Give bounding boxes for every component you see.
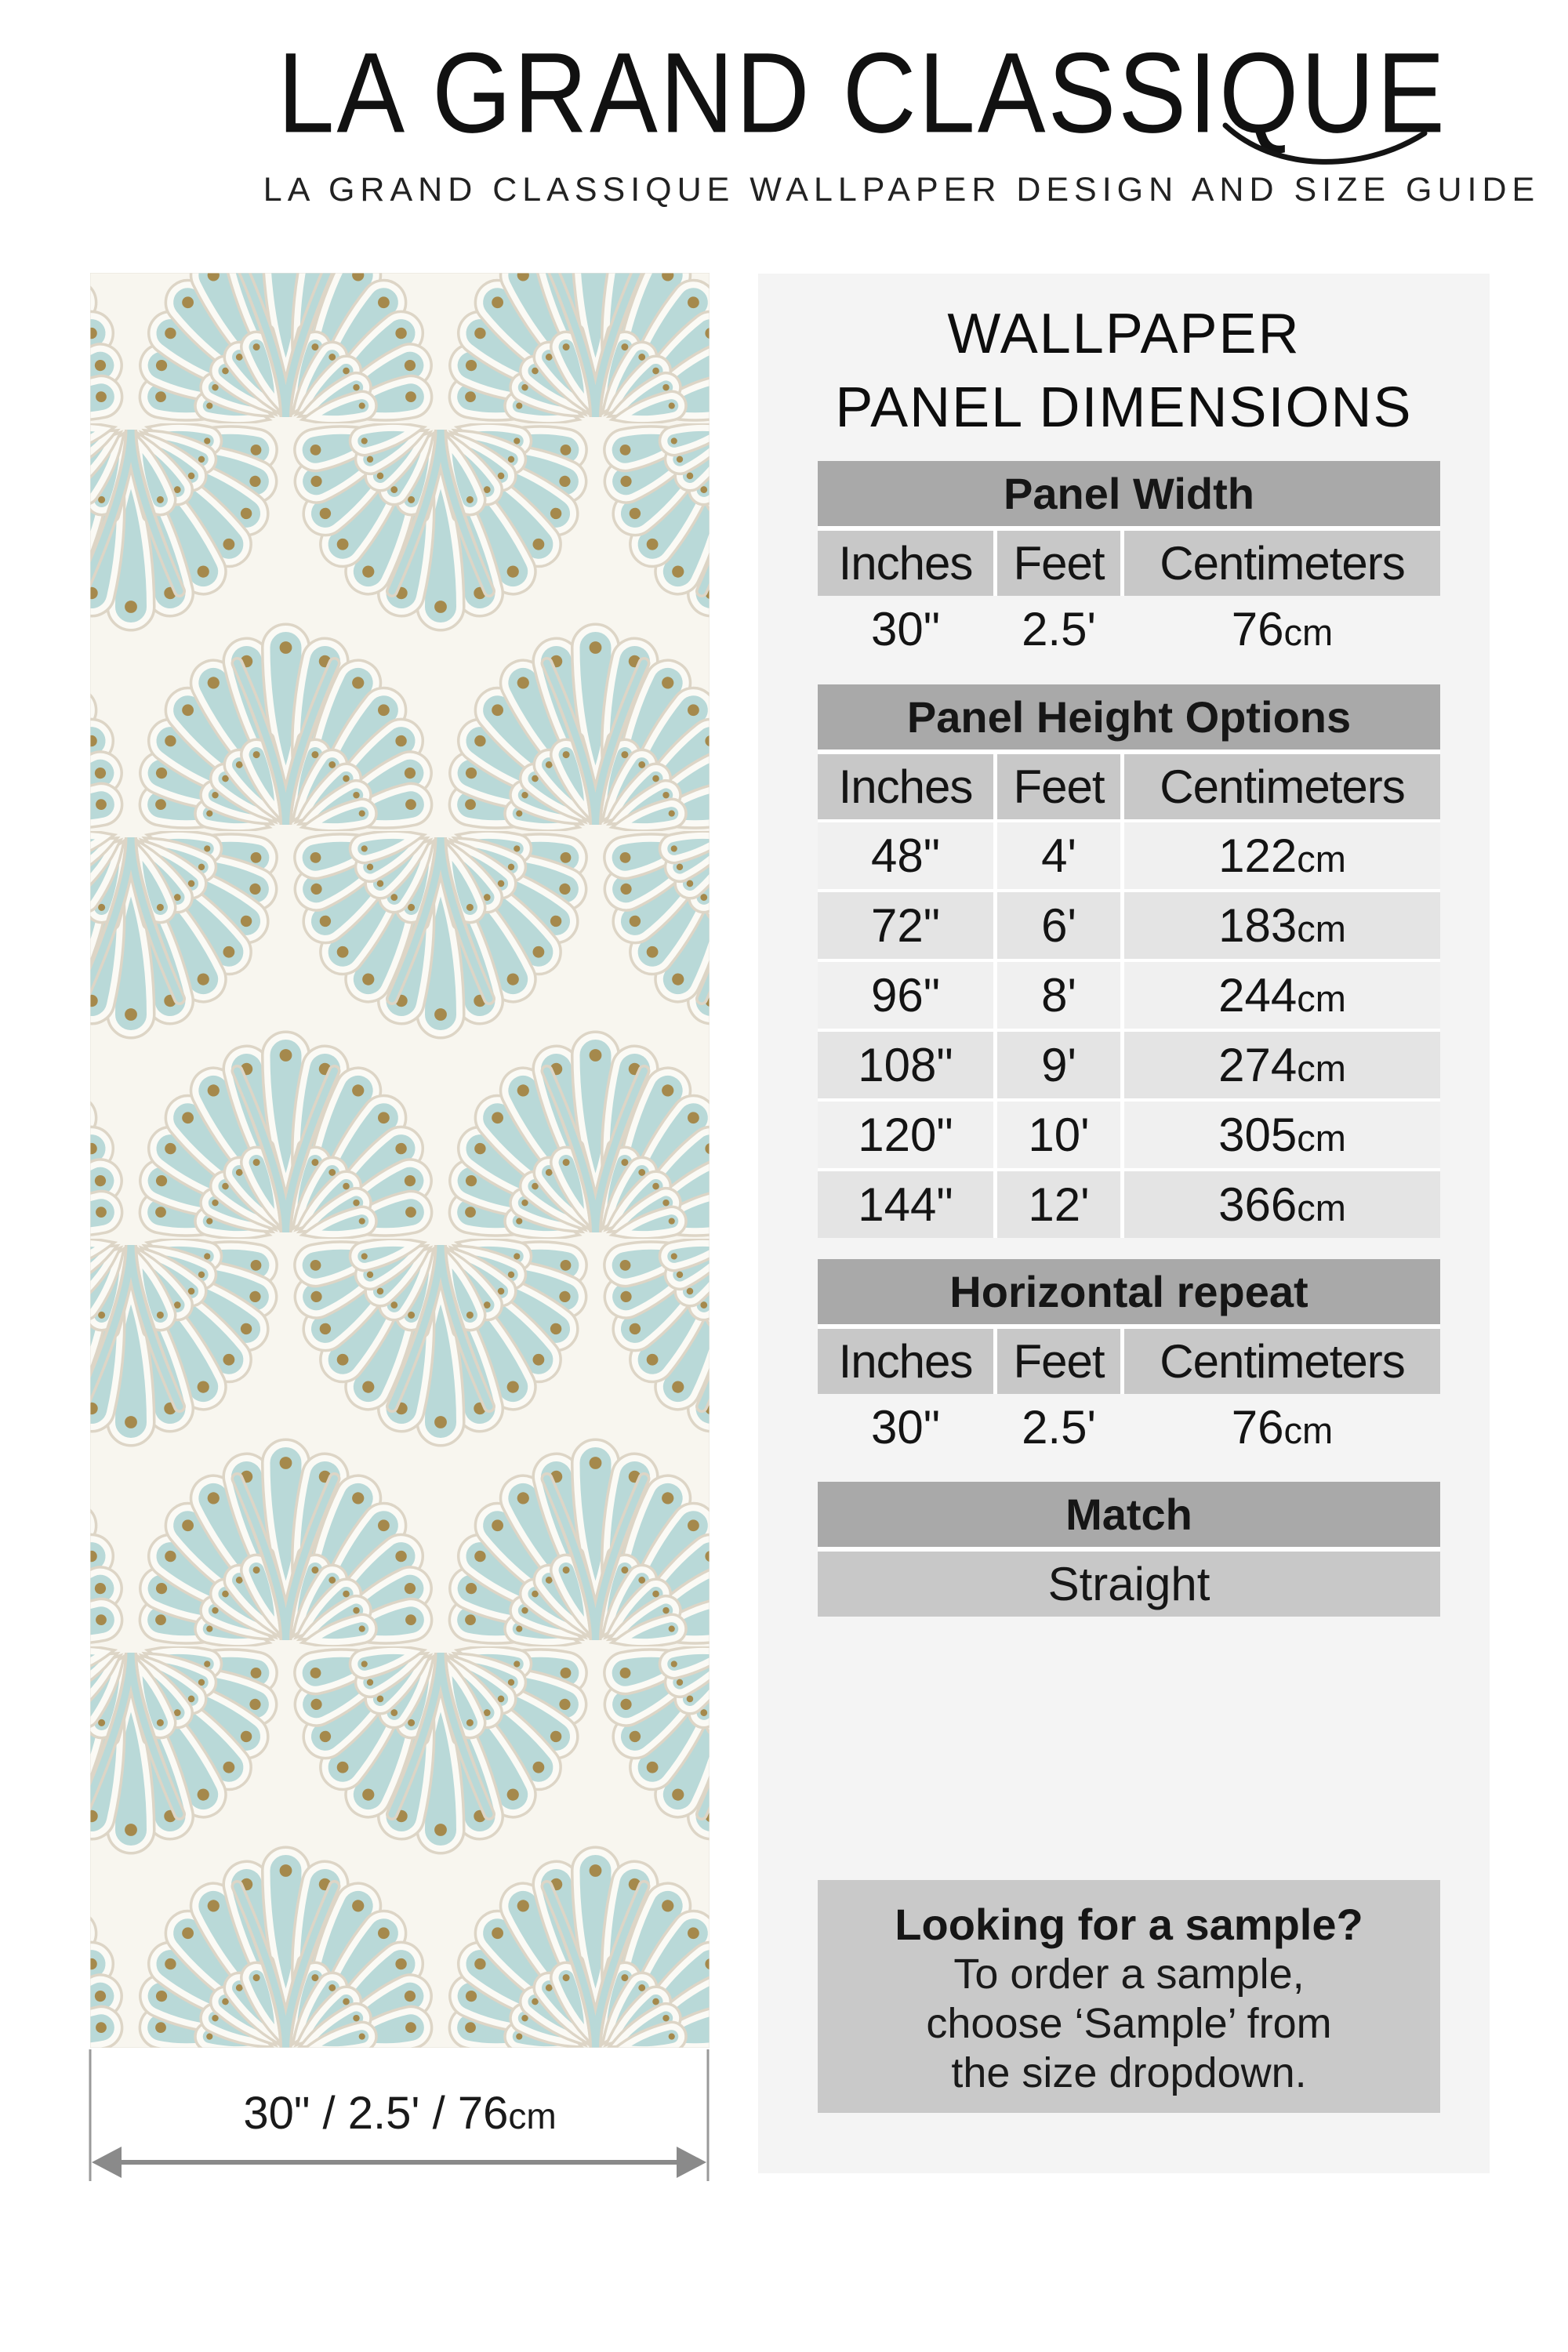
height-row-feet: 9': [997, 1032, 1120, 1098]
heading-line1: WALLPAPER: [947, 303, 1301, 365]
column-header-centimeters: Centimeters: [1124, 1329, 1440, 1394]
heading-line2: PANEL DIMENSIONS: [835, 376, 1413, 439]
height-row-centimeters: 305cm: [1124, 1102, 1440, 1168]
height-row-inches: 72": [818, 892, 993, 959]
height-row-feet: 8': [997, 962, 1120, 1029]
column-header-feet: Feet: [997, 754, 1120, 819]
width-arrow-icon: [89, 2046, 711, 2184]
sample-box-title: Looking for a sample?: [895, 1900, 1363, 1949]
height-row-centimeters: 244cm: [1124, 962, 1440, 1029]
height-row-centimeters: 183cm: [1124, 892, 1440, 959]
horizontal-repeat-feet: 2.5': [1022, 1401, 1096, 1454]
height-row-inches: 144": [818, 1171, 993, 1238]
panel-width-centimeters: 76cm: [1231, 603, 1334, 655]
column-header-centimeters: Centimeters: [1124, 754, 1440, 819]
sample-box-line: To order a sample,: [953, 1951, 1305, 1998]
height-row-centimeters: 366cm: [1124, 1171, 1440, 1238]
match-table: [818, 1482, 1440, 1617]
height-row-centimeters: 274cm: [1124, 1032, 1440, 1098]
column-header-feet: Feet: [997, 531, 1120, 596]
match-header: Match: [818, 1482, 1440, 1547]
horizontal-repeat-centimeters: 76cm: [1231, 1401, 1334, 1454]
wallpaper-pattern: [90, 273, 710, 2048]
panel-height-rows: [818, 822, 1440, 1238]
height-row-feet: 4': [997, 822, 1120, 889]
height-row-inches: 108": [818, 1032, 993, 1098]
column-header-inches: Inches: [818, 531, 993, 596]
sample-box-line: the size dropdown.: [951, 2049, 1307, 2096]
height-row-feet: 10': [997, 1102, 1120, 1168]
column-header-inches: Inches: [818, 754, 993, 819]
height-row-inches: 48": [818, 822, 993, 889]
panel-dimensions-heading: [758, 297, 1490, 445]
panel-height-header: Panel Height Options: [818, 684, 1440, 750]
sample-box-line: choose ‘Sample’ from: [926, 2000, 1332, 2047]
height-row-inches: 96": [818, 962, 993, 1029]
panel-width-header: Panel Width: [818, 461, 1440, 526]
height-row-centimeters: 122cm: [1124, 822, 1440, 889]
panel-width-inches: 30": [870, 603, 941, 655]
match-value: Straight: [818, 1552, 1440, 1617]
sample-info-box: [818, 1880, 1440, 2113]
height-row-feet: 12': [997, 1171, 1120, 1238]
wallpaper-panel-preview: [90, 273, 710, 2048]
dimensions-panel: [758, 274, 1490, 2173]
column-header-centimeters: Centimeters: [1124, 531, 1440, 596]
dimension-text: 30" / 2.5' / 76: [243, 2088, 509, 2139]
horizontal-repeat-table: [818, 1259, 1440, 1461]
panel-width-table: [818, 461, 1440, 662]
panel-width-feet: 2.5': [1022, 603, 1096, 655]
horizontal-repeat-header: Horizontal repeat: [818, 1259, 1440, 1324]
column-header-inches: Inches: [818, 1329, 993, 1394]
dimension-unit: cm: [508, 2096, 557, 2136]
height-row-feet: 6': [997, 892, 1120, 959]
horizontal-repeat-inches: 30": [870, 1401, 941, 1454]
height-row-inches: 120": [818, 1102, 993, 1168]
page-title: LA GRAND CLASSIQUE: [278, 28, 1447, 157]
column-header-feet: Feet: [997, 1329, 1120, 1394]
panel-height-table: [818, 684, 1440, 1238]
page-subtitle: LA GRAND CLASSIQUE WALLPAPER DESIGN AND SIZE GUIDE: [263, 171, 1541, 209]
